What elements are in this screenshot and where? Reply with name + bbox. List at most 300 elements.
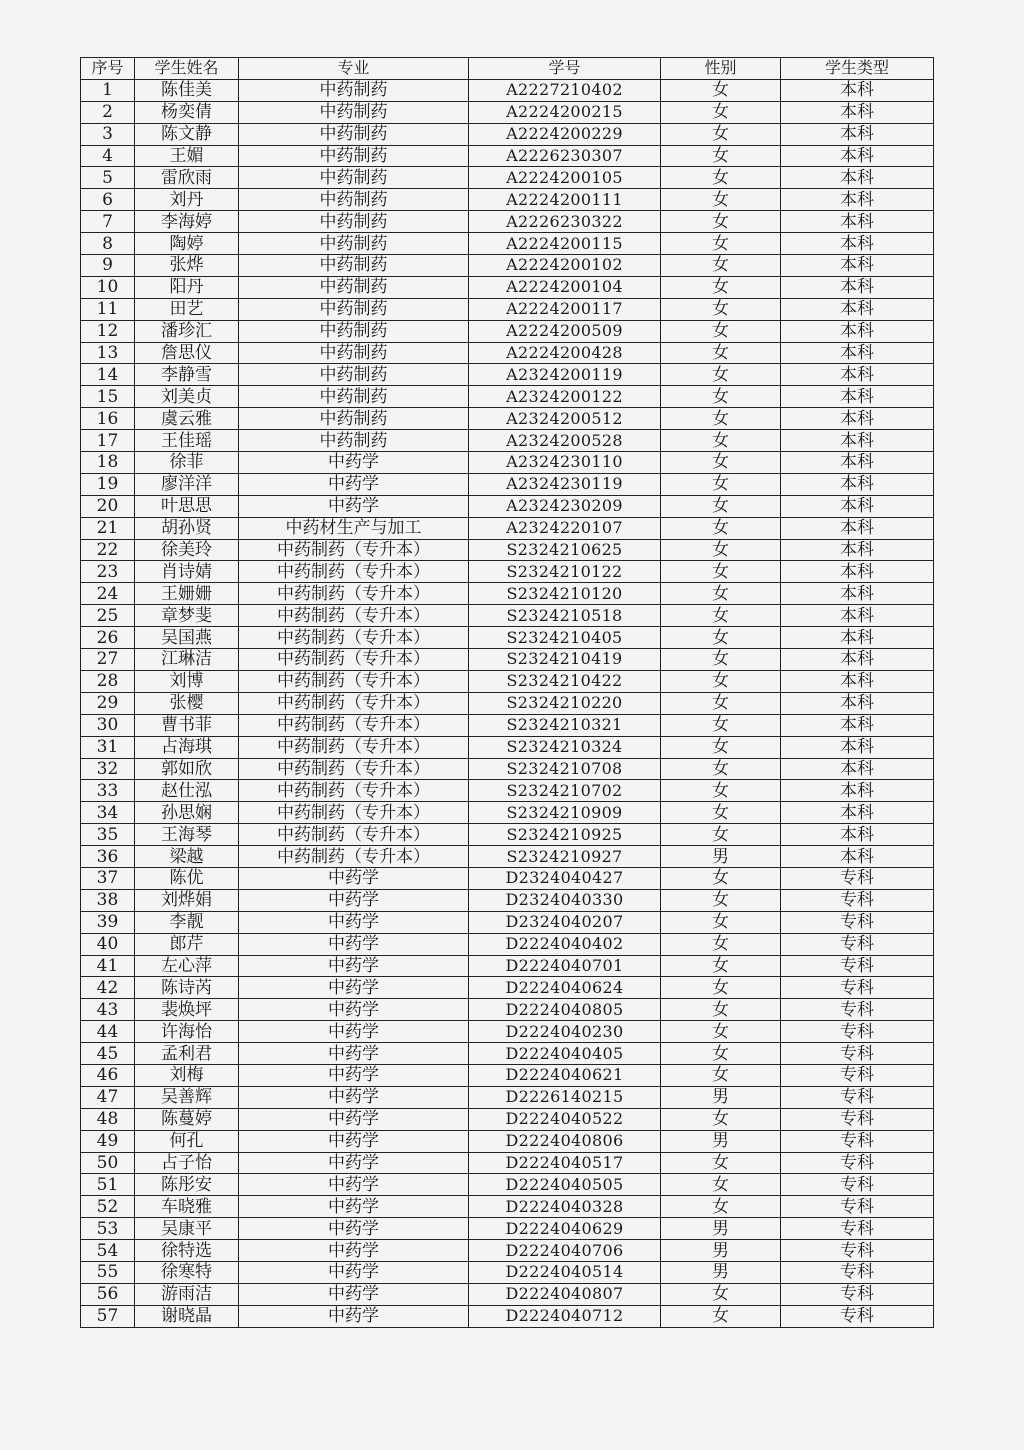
cell-student-name: 徐菲: [135, 452, 239, 474]
cell-student-type: 本科: [781, 123, 934, 145]
cell-major: 中药学: [239, 867, 469, 889]
cell-student-name: 陈佳美: [135, 79, 239, 101]
cell-index: 39: [81, 911, 135, 933]
cell-student-id: D2224040517: [469, 1152, 661, 1174]
cell-student-type: 专科: [781, 1196, 934, 1218]
cell-student-type: 本科: [781, 758, 934, 780]
cell-student-name: 何孔: [135, 1130, 239, 1152]
cell-student-name: 陈优: [135, 867, 239, 889]
table-row: [81, 189, 934, 211]
cell-major: 中药制药: [239, 79, 469, 101]
cell-major: 中药学: [239, 955, 469, 977]
table-row: [81, 495, 934, 517]
cell-student-name: 刘梅: [135, 1064, 239, 1086]
cell-student-type: 本科: [781, 495, 934, 517]
cell-gender: 女: [661, 255, 781, 277]
cell-major: 中药制药（专升本）: [239, 605, 469, 627]
cell-index: 10: [81, 276, 135, 298]
cell-index: 13: [81, 342, 135, 364]
cell-major: 中药学: [239, 1043, 469, 1065]
cell-student-type: 本科: [781, 233, 934, 255]
cell-student-name: 占海琪: [135, 736, 239, 758]
table-row: [81, 1305, 934, 1327]
cell-student-id: S2324210220: [469, 692, 661, 714]
cell-student-type: 专科: [781, 1086, 934, 1108]
cell-index: 40: [81, 933, 135, 955]
table-row: [81, 1043, 934, 1065]
cell-major: 中药制药（专升本）: [239, 627, 469, 649]
cell-major: 中药制药: [239, 276, 469, 298]
cell-index: 3: [81, 123, 135, 145]
cell-gender: 女: [661, 1152, 781, 1174]
cell-index: 29: [81, 692, 135, 714]
cell-major: 中药制药（专升本）: [239, 780, 469, 802]
cell-gender: 女: [661, 714, 781, 736]
cell-gender: 女: [661, 1043, 781, 1065]
cell-gender: 女: [661, 1305, 781, 1327]
cell-student-id: D2224040514: [469, 1261, 661, 1283]
cell-index: 53: [81, 1218, 135, 1240]
cell-student-type: 本科: [781, 276, 934, 298]
cell-gender: 女: [661, 364, 781, 386]
cell-major: 中药制药（专升本）: [239, 670, 469, 692]
cell-major: 中药学: [239, 1064, 469, 1086]
table-row: [81, 605, 934, 627]
cell-student-name: 陈蔓婷: [135, 1108, 239, 1130]
cell-student-id: S2324210625: [469, 539, 661, 561]
cell-gender: 女: [661, 276, 781, 298]
table-row: [81, 211, 934, 233]
cell-gender: 女: [661, 649, 781, 671]
cell-student-id: A2224200229: [469, 123, 661, 145]
cell-major: 中药制药: [239, 211, 469, 233]
cell-student-type: 本科: [781, 101, 934, 123]
cell-major: 中药学: [239, 933, 469, 955]
cell-student-id: D2224040806: [469, 1130, 661, 1152]
cell-index: 28: [81, 670, 135, 692]
cell-gender: 男: [661, 1261, 781, 1283]
cell-student-type: 专科: [781, 1064, 934, 1086]
cell-index: 27: [81, 649, 135, 671]
table-row: [81, 758, 934, 780]
table-row: [81, 1240, 934, 1262]
cell-student-type: 本科: [781, 824, 934, 846]
cell-index: 8: [81, 233, 135, 255]
cell-student-name: 孟利君: [135, 1043, 239, 1065]
cell-student-type: 专科: [781, 933, 934, 955]
cell-gender: 女: [661, 561, 781, 583]
cell-index: 38: [81, 889, 135, 911]
table-row: [81, 167, 934, 189]
cell-major: 中药制药: [239, 364, 469, 386]
cell-index: 26: [81, 627, 135, 649]
cell-student-type: 专科: [781, 1305, 934, 1327]
cell-gender: 女: [661, 452, 781, 474]
cell-gender: 女: [661, 1196, 781, 1218]
cell-student-type: 专科: [781, 911, 934, 933]
cell-student-type: 专科: [781, 867, 934, 889]
cell-gender: 男: [661, 1130, 781, 1152]
cell-index: 47: [81, 1086, 135, 1108]
cell-index: 55: [81, 1261, 135, 1283]
cell-gender: 女: [661, 408, 781, 430]
cell-student-id: D2224040328: [469, 1196, 661, 1218]
cell-major: 中药学: [239, 1021, 469, 1043]
cell-student-type: 本科: [781, 320, 934, 342]
cell-gender: 女: [661, 627, 781, 649]
cell-major: 中药制药（专升本）: [239, 539, 469, 561]
cell-gender: 女: [661, 517, 781, 539]
cell-major: 中药制药: [239, 189, 469, 211]
table-row: [81, 430, 934, 452]
cell-student-id: A2224200111: [469, 189, 661, 211]
cell-student-id: S2324210422: [469, 670, 661, 692]
cell-student-name: 杨奕倩: [135, 101, 239, 123]
cell-student-type: 专科: [781, 1043, 934, 1065]
cell-student-id: A2224200115: [469, 233, 661, 255]
cell-major: 中药制药（专升本）: [239, 714, 469, 736]
cell-student-id: A2224200509: [469, 320, 661, 342]
table-row: [81, 233, 934, 255]
cell-student-id: S2324210321: [469, 714, 661, 736]
cell-major: 中药制药（专升本）: [239, 561, 469, 583]
cell-student-name: 郭如欣: [135, 758, 239, 780]
cell-student-type: 本科: [781, 473, 934, 495]
cell-index: 9: [81, 255, 135, 277]
cell-student-name: 吴善辉: [135, 1086, 239, 1108]
cell-major: 中药材生产与加工: [239, 517, 469, 539]
cell-index: 20: [81, 495, 135, 517]
cell-student-name: 陶婷: [135, 233, 239, 255]
cell-gender: 女: [661, 999, 781, 1021]
cell-student-name: 詹思仪: [135, 342, 239, 364]
cell-student-type: 专科: [781, 1021, 934, 1043]
cell-student-type: 本科: [781, 714, 934, 736]
cell-index: 31: [81, 736, 135, 758]
cell-student-type: 专科: [781, 1130, 934, 1152]
header-index: 序号: [81, 58, 135, 80]
cell-major: 中药制药（专升本）: [239, 824, 469, 846]
cell-index: 36: [81, 846, 135, 868]
cell-index: 51: [81, 1174, 135, 1196]
cell-major: 中药制药: [239, 145, 469, 167]
cell-student-name: 王海琴: [135, 824, 239, 846]
cell-student-type: 专科: [781, 999, 934, 1021]
cell-student-id: A2224200117: [469, 298, 661, 320]
table-row: [81, 123, 934, 145]
cell-student-type: 本科: [781, 342, 934, 364]
cell-gender: 女: [661, 867, 781, 889]
cell-student-name: 王佳瑶: [135, 430, 239, 452]
cell-student-name: 吴康平: [135, 1218, 239, 1240]
cell-major: 中药学: [239, 452, 469, 474]
cell-student-name: 陈彤安: [135, 1174, 239, 1196]
cell-index: 33: [81, 780, 135, 802]
cell-student-type: 本科: [781, 583, 934, 605]
cell-student-name: 肖诗婧: [135, 561, 239, 583]
cell-gender: 女: [661, 123, 781, 145]
cell-student-type: 本科: [781, 561, 934, 583]
cell-student-id: D2324040427: [469, 867, 661, 889]
cell-gender: 女: [661, 1108, 781, 1130]
table-row: [81, 736, 934, 758]
cell-student-id: D2224040405: [469, 1043, 661, 1065]
table-row: [81, 583, 934, 605]
cell-gender: 女: [661, 145, 781, 167]
cell-student-name: 刘丹: [135, 189, 239, 211]
cell-student-id: A2324220107: [469, 517, 661, 539]
cell-student-id: D2224040621: [469, 1064, 661, 1086]
cell-student-id: S2324210324: [469, 736, 661, 758]
cell-major: 中药制药（专升本）: [239, 692, 469, 714]
cell-gender: 女: [661, 670, 781, 692]
cell-student-type: 本科: [781, 386, 934, 408]
cell-student-type: 本科: [781, 408, 934, 430]
cell-index: 1: [81, 79, 135, 101]
table-row: [81, 1021, 934, 1043]
cell-major: 中药制药: [239, 298, 469, 320]
cell-gender: 女: [661, 1021, 781, 1043]
cell-index: 49: [81, 1130, 135, 1152]
table-row: [81, 1152, 934, 1174]
cell-student-id: A2224200104: [469, 276, 661, 298]
cell-gender: 女: [661, 211, 781, 233]
cell-student-type: 专科: [781, 955, 934, 977]
cell-student-type: 本科: [781, 627, 934, 649]
cell-gender: 女: [661, 298, 781, 320]
cell-major: 中药制药: [239, 320, 469, 342]
cell-student-id: D2224040706: [469, 1240, 661, 1262]
cell-index: 37: [81, 867, 135, 889]
cell-major: 中药制药: [239, 386, 469, 408]
cell-gender: 女: [661, 1174, 781, 1196]
table-row: [81, 999, 934, 1021]
cell-major: 中药学: [239, 473, 469, 495]
header-student-name: 学生姓名: [135, 58, 239, 80]
cell-major: 中药学: [239, 1086, 469, 1108]
cell-major: 中药制药: [239, 101, 469, 123]
cell-student-type: 本科: [781, 167, 934, 189]
table-row: [81, 846, 934, 868]
cell-student-id: A2324200512: [469, 408, 661, 430]
cell-gender: 女: [661, 889, 781, 911]
cell-major: 中药学: [239, 1174, 469, 1196]
cell-student-id: A2226230322: [469, 211, 661, 233]
cell-gender: 男: [661, 1240, 781, 1262]
cell-index: 15: [81, 386, 135, 408]
table-row: [81, 627, 934, 649]
cell-student-id: D2224040712: [469, 1305, 661, 1327]
cell-gender: 女: [661, 101, 781, 123]
cell-student-type: 本科: [781, 255, 934, 277]
cell-gender: 女: [661, 189, 781, 211]
cell-student-type: 专科: [781, 889, 934, 911]
cell-student-type: 本科: [781, 605, 934, 627]
cell-student-name: 陈诗芮: [135, 977, 239, 999]
cell-student-id: A2324200119: [469, 364, 661, 386]
cell-gender: 男: [661, 1086, 781, 1108]
cell-student-id: D2224040230: [469, 1021, 661, 1043]
cell-gender: 女: [661, 802, 781, 824]
cell-student-type: 专科: [781, 1174, 934, 1196]
cell-index: 42: [81, 977, 135, 999]
cell-student-type: 专科: [781, 1261, 934, 1283]
table-row: [81, 692, 934, 714]
cell-index: 45: [81, 1043, 135, 1065]
cell-student-name: 左心萍: [135, 955, 239, 977]
cell-index: 14: [81, 364, 135, 386]
student-table: [80, 57, 934, 1328]
header-student-type: 学生类型: [781, 58, 934, 80]
cell-major: 中药制药: [239, 167, 469, 189]
cell-gender: 女: [661, 758, 781, 780]
cell-major: 中药制药: [239, 408, 469, 430]
cell-index: 34: [81, 802, 135, 824]
cell-gender: 男: [661, 846, 781, 868]
cell-major: 中药学: [239, 1152, 469, 1174]
table-row: [81, 670, 934, 692]
table-row: [81, 1108, 934, 1130]
table-row: [81, 452, 934, 474]
cell-index: 48: [81, 1108, 135, 1130]
cell-index: 16: [81, 408, 135, 430]
cell-index: 35: [81, 824, 135, 846]
cell-student-id: S2324210702: [469, 780, 661, 802]
cell-gender: 女: [661, 495, 781, 517]
cell-student-type: 本科: [781, 670, 934, 692]
cell-gender: 女: [661, 233, 781, 255]
cell-student-name: 赵仕泓: [135, 780, 239, 802]
cell-student-name: 胡孙贤: [135, 517, 239, 539]
cell-gender: 女: [661, 342, 781, 364]
cell-index: 52: [81, 1196, 135, 1218]
cell-index: 50: [81, 1152, 135, 1174]
cell-gender: 女: [661, 539, 781, 561]
cell-student-id: D2224040522: [469, 1108, 661, 1130]
cell-major: 中药学: [239, 1130, 469, 1152]
cell-gender: 女: [661, 977, 781, 999]
cell-index: 32: [81, 758, 135, 780]
table-row: [81, 1261, 934, 1283]
table-row: [81, 933, 934, 955]
table-row: [81, 276, 934, 298]
cell-student-id: A2224200102: [469, 255, 661, 277]
cell-student-type: 本科: [781, 802, 934, 824]
cell-major: 中药制药（专升本）: [239, 649, 469, 671]
cell-gender: 女: [661, 824, 781, 846]
cell-index: 21: [81, 517, 135, 539]
cell-student-name: 陈文静: [135, 123, 239, 145]
table-row: [81, 649, 934, 671]
cell-student-type: 本科: [781, 846, 934, 868]
table-row: [81, 1130, 934, 1152]
header-student-id: 学号: [469, 58, 661, 80]
cell-gender: 女: [661, 1283, 781, 1305]
cell-index: 41: [81, 955, 135, 977]
cell-student-id: S2324210120: [469, 583, 661, 605]
cell-major: 中药学: [239, 1283, 469, 1305]
cell-student-id: A2224200215: [469, 101, 661, 123]
cell-student-id: D2224040629: [469, 1218, 661, 1240]
cell-student-type: 本科: [781, 298, 934, 320]
table-row: [81, 101, 934, 123]
cell-major: 中药学: [239, 1261, 469, 1283]
cell-index: 25: [81, 605, 135, 627]
cell-student-name: 李海婷: [135, 211, 239, 233]
cell-index: 11: [81, 298, 135, 320]
cell-student-id: D2224040402: [469, 933, 661, 955]
cell-major: 中药学: [239, 1240, 469, 1262]
cell-index: 30: [81, 714, 135, 736]
cell-index: 12: [81, 320, 135, 342]
cell-index: 44: [81, 1021, 135, 1043]
cell-student-name: 王姗姗: [135, 583, 239, 605]
cell-student-name: 张烨: [135, 255, 239, 277]
cell-index: 2: [81, 101, 135, 123]
cell-student-id: A2324230119: [469, 473, 661, 495]
cell-index: 57: [81, 1305, 135, 1327]
table-row: [81, 1086, 934, 1108]
cell-student-name: 吴国燕: [135, 627, 239, 649]
cell-student-name: 虞云雅: [135, 408, 239, 430]
cell-student-id: A2324200528: [469, 430, 661, 452]
cell-student-name: 徐美玲: [135, 539, 239, 561]
cell-student-type: 本科: [781, 539, 934, 561]
table-row: [81, 561, 934, 583]
cell-student-id: D2324040330: [469, 889, 661, 911]
cell-student-id: D2226140215: [469, 1086, 661, 1108]
cell-index: 43: [81, 999, 135, 1021]
cell-student-name: 阳丹: [135, 276, 239, 298]
cell-student-id: A2227210402: [469, 79, 661, 101]
cell-student-id: A2324200122: [469, 386, 661, 408]
cell-student-type: 专科: [781, 977, 934, 999]
cell-gender: 女: [661, 320, 781, 342]
cell-student-type: 本科: [781, 649, 934, 671]
cell-student-name: 张樱: [135, 692, 239, 714]
table-body: [81, 79, 934, 1327]
cell-student-name: 游雨洁: [135, 1283, 239, 1305]
cell-index: 54: [81, 1240, 135, 1262]
cell-index: 5: [81, 167, 135, 189]
header-major: 专业: [239, 58, 469, 80]
cell-major: 中药制药（专升本）: [239, 846, 469, 868]
table-row: [81, 802, 934, 824]
table-row: [81, 342, 934, 364]
cell-index: 19: [81, 473, 135, 495]
cell-student-id: A2224200105: [469, 167, 661, 189]
cell-major: 中药学: [239, 1196, 469, 1218]
cell-student-name: 谢晓晶: [135, 1305, 239, 1327]
cell-index: 56: [81, 1283, 135, 1305]
cell-student-id: S2324210405: [469, 627, 661, 649]
cell-gender: 女: [661, 911, 781, 933]
cell-student-name: 梁越: [135, 846, 239, 868]
cell-student-name: 许海怡: [135, 1021, 239, 1043]
cell-student-id: A2324230209: [469, 495, 661, 517]
table-row: [81, 977, 934, 999]
cell-student-name: 章梦斐: [135, 605, 239, 627]
table-row: [81, 145, 934, 167]
table-row: [81, 889, 934, 911]
cell-student-id: S2324210122: [469, 561, 661, 583]
cell-major: 中药制药: [239, 123, 469, 145]
table-row: [81, 867, 934, 889]
table-row: [81, 320, 934, 342]
cell-index: 22: [81, 539, 135, 561]
cell-student-name: 孙思娴: [135, 802, 239, 824]
cell-gender: 女: [661, 933, 781, 955]
